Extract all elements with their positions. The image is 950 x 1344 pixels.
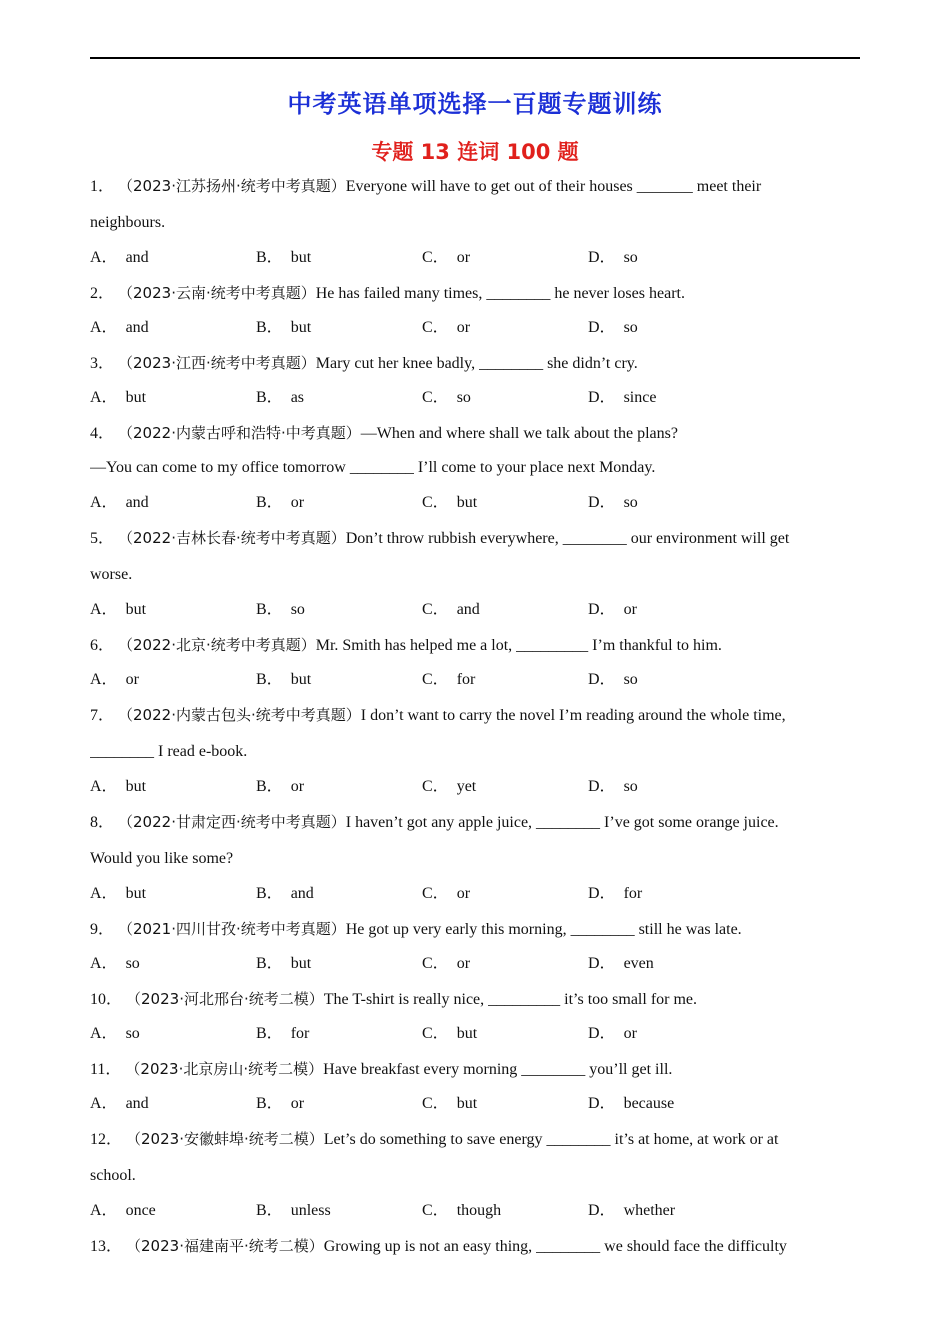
question-text: ________ I read e-book. — [90, 743, 248, 760]
question-stem — [90, 278, 860, 313]
option-text: for — [623, 885, 643, 902]
option-text: or — [125, 671, 139, 688]
option-text: so — [125, 955, 140, 972]
option-letter: C． — [422, 1202, 449, 1219]
option-letter: B． — [256, 1025, 283, 1042]
question-stem — [90, 523, 860, 560]
option-text: or — [623, 601, 637, 618]
question-source: （2023·福建南平·统考二模） — [126, 1237, 324, 1255]
option-text: because — [623, 1095, 675, 1112]
option-a[interactable] — [90, 383, 256, 418]
question-item — [90, 348, 860, 418]
option-a[interactable] — [90, 949, 256, 984]
option-letter: D． — [588, 319, 616, 336]
option-a[interactable] — [90, 595, 256, 630]
option-a[interactable] — [90, 488, 256, 523]
header-rule — [90, 57, 860, 59]
option-text: or — [456, 249, 471, 266]
option-letter: A． — [90, 249, 118, 266]
option-letter: C． — [422, 494, 449, 511]
option-letter: B． — [256, 778, 283, 795]
option-text: or — [290, 778, 305, 795]
question-number: 2． — [90, 285, 115, 302]
question-text: worse. — [90, 566, 133, 583]
option-letter: D． — [588, 885, 616, 902]
page-title: 中考英语单项选择一百题专题训练 — [287, 90, 663, 118]
question-stem — [90, 171, 860, 208]
option-text: and — [290, 885, 314, 902]
question-source: （2022·甘肃定西·统考中考真题） — [118, 813, 346, 831]
answer-options — [90, 1019, 860, 1054]
question-item — [90, 418, 860, 523]
question-stem — [90, 914, 860, 949]
option-c[interactable] — [422, 1196, 588, 1231]
option-c[interactable] — [422, 243, 588, 278]
option-letter: B． — [256, 494, 283, 511]
question-stem — [90, 348, 860, 383]
option-text: and — [125, 494, 149, 511]
option-text: but — [456, 1095, 478, 1112]
option-letter: B． — [256, 249, 283, 266]
question-text: He got up very early this morning, ________ still he was late. — [345, 921, 742, 938]
option-letter: B． — [256, 1202, 283, 1219]
option-text: or — [290, 1095, 305, 1112]
option-letter: C． — [422, 778, 449, 795]
option-b[interactable] — [256, 1019, 422, 1054]
option-text: whether — [623, 1202, 676, 1219]
question-number: 12． — [90, 1131, 123, 1148]
option-text: but — [290, 955, 312, 972]
option-text: but — [290, 249, 312, 266]
option-text: for — [456, 671, 476, 688]
option-text: but — [290, 319, 312, 336]
question-item — [90, 700, 860, 807]
answer-options — [90, 949, 860, 984]
option-letter: B． — [256, 319, 283, 336]
option-b[interactable] — [256, 879, 422, 914]
option-text: and — [125, 249, 149, 266]
option-letter: A． — [90, 319, 118, 336]
option-text: so — [623, 494, 638, 511]
question-text: Let’s do something to save energy ________ it’s at home, at work or at — [323, 1131, 779, 1148]
question-text: Would you like some? — [90, 850, 234, 867]
option-c[interactable] — [422, 772, 588, 807]
question-item — [90, 523, 860, 630]
option-b[interactable] — [256, 772, 422, 807]
option-letter: B． — [256, 1095, 283, 1112]
question-number: 3． — [90, 355, 115, 372]
option-letter: C． — [422, 1025, 449, 1042]
option-letter: C． — [422, 601, 449, 618]
option-d[interactable] — [588, 772, 754, 807]
option-b[interactable] — [256, 1089, 422, 1124]
question-source: （2022·内蒙古包头·统考中考真题） — [118, 706, 361, 724]
option-text: and — [456, 601, 480, 618]
option-b[interactable] — [256, 1196, 422, 1231]
option-d[interactable] — [588, 1019, 754, 1054]
option-c[interactable] — [422, 949, 588, 984]
option-b[interactable] — [256, 949, 422, 984]
answer-options — [90, 772, 860, 807]
option-text: so — [623, 319, 638, 336]
answer-options — [90, 243, 860, 278]
answer-options — [90, 488, 860, 523]
option-a[interactable] — [90, 313, 256, 348]
question-number: 4． — [90, 425, 115, 442]
question-stem-continued — [90, 453, 860, 488]
option-text: so — [125, 1025, 140, 1042]
option-text: even — [623, 955, 654, 972]
question-text: I don’t want to carry the novel I’m reading around the whole time, — [360, 707, 786, 724]
option-b[interactable] — [256, 243, 422, 278]
option-text: so — [456, 389, 471, 406]
question-stem-continued — [90, 560, 860, 595]
question-text: —When and where shall we talk about the plans? — [360, 425, 678, 442]
option-a[interactable] — [90, 772, 256, 807]
question-item — [90, 1231, 860, 1266]
question-list — [90, 171, 860, 1266]
option-text: but — [456, 1025, 478, 1042]
question-item — [90, 807, 860, 914]
question-item — [90, 278, 860, 348]
option-d[interactable] — [588, 949, 754, 984]
question-text: Everyone will have to get out of their houses _______ meet their — [345, 178, 762, 195]
question-text: —You can come to my office tomorrow ________ I’ll come to your place next Monday. — [90, 459, 656, 476]
option-letter: B． — [256, 955, 283, 972]
option-b[interactable] — [256, 665, 422, 700]
question-number: 10． — [90, 991, 123, 1008]
question-number: 5． — [90, 530, 115, 547]
option-text: so — [623, 778, 638, 795]
option-letter: A． — [90, 778, 118, 795]
question-number: 9． — [90, 921, 115, 938]
option-letter: C． — [422, 885, 449, 902]
question-item — [90, 1054, 860, 1124]
option-a[interactable] — [90, 1089, 256, 1124]
question-source: （2023·云南·统考中考真题） — [118, 284, 316, 302]
option-letter: C． — [422, 671, 449, 688]
option-a[interactable] — [90, 1196, 256, 1231]
option-b[interactable] — [256, 488, 422, 523]
option-letter: B． — [256, 389, 283, 406]
option-letter: D． — [588, 1202, 616, 1219]
question-text: He has failed many times, ________ he never loses heart. — [315, 285, 685, 302]
question-stem — [90, 630, 860, 665]
question-stem — [90, 1054, 860, 1089]
option-letter: A． — [90, 494, 118, 511]
page-subtitle: 专题 13 连词 100 题 — [371, 140, 579, 164]
option-letter: D． — [588, 778, 616, 795]
option-text: or — [290, 494, 305, 511]
question-text: The T-shirt is really nice, _________ it’s too small for me. — [323, 991, 698, 1008]
option-letter: D． — [588, 601, 616, 618]
option-d[interactable] — [588, 665, 754, 700]
option-letter: A． — [90, 671, 118, 688]
option-text: but — [125, 778, 147, 795]
option-letter: D． — [588, 249, 616, 266]
question-source: （2023·江西·统考中考真题） — [118, 354, 316, 372]
question-number: 8． — [90, 814, 115, 831]
option-text: or — [456, 319, 471, 336]
option-text: or — [456, 885, 471, 902]
question-source: （2022·内蒙古呼和浩特·中考真题） — [118, 424, 361, 442]
option-text: but — [290, 671, 312, 688]
question-item — [90, 984, 860, 1054]
option-b[interactable] — [256, 383, 422, 418]
option-text: or — [456, 955, 471, 972]
option-text: but — [125, 389, 147, 406]
question-text: Mary cut her knee badly, ________ she didn’t cry. — [315, 355, 638, 372]
option-letter: D． — [588, 1095, 616, 1112]
option-d[interactable] — [588, 383, 754, 418]
question-source: （2023·安徽蚌埠·统考二模） — [126, 1130, 324, 1148]
question-item — [90, 914, 860, 984]
option-text: or — [623, 1025, 637, 1042]
question-stem — [90, 807, 860, 844]
option-letter: C． — [422, 249, 449, 266]
option-letter: A． — [90, 1095, 118, 1112]
option-letter: A． — [90, 885, 118, 902]
option-c[interactable] — [422, 879, 588, 914]
option-d[interactable] — [588, 595, 754, 630]
question-text: Have breakfast every morning ________ you’ll get ill. — [323, 1061, 673, 1078]
option-d[interactable] — [588, 879, 754, 914]
option-letter: D． — [588, 671, 616, 688]
question-source: （2023·北京房山·统考二模） — [125, 1060, 324, 1078]
option-letter: A． — [90, 1025, 118, 1042]
option-letter: D． — [588, 494, 616, 511]
option-text: but — [125, 885, 147, 902]
option-a[interactable] — [90, 665, 256, 700]
question-stem — [90, 418, 860, 453]
option-c[interactable] — [422, 665, 588, 700]
answer-options — [90, 665, 860, 700]
question-item — [90, 1124, 860, 1231]
question-stem — [90, 1231, 860, 1266]
question-text: school. — [90, 1167, 136, 1184]
answer-options — [90, 1089, 860, 1124]
option-text: as — [290, 389, 305, 406]
answer-options — [90, 595, 860, 630]
option-letter: D． — [588, 1025, 616, 1042]
option-letter: C． — [422, 389, 449, 406]
question-stem-continued — [90, 1161, 860, 1196]
option-text: and — [125, 319, 149, 336]
option-letter: D． — [588, 389, 616, 406]
option-letter: B． — [256, 601, 283, 618]
option-letter: C． — [422, 955, 449, 972]
option-text: though — [456, 1202, 502, 1219]
option-a[interactable] — [90, 1019, 256, 1054]
question-stem — [90, 984, 860, 1019]
option-d[interactable] — [588, 1089, 754, 1124]
option-a[interactable] — [90, 879, 256, 914]
question-stem-continued — [90, 737, 860, 772]
question-item — [90, 171, 860, 278]
question-source: （2022·吉林长春·统考中考真题） — [118, 529, 346, 547]
option-b[interactable] — [256, 313, 422, 348]
option-text: since — [623, 389, 657, 406]
option-text: yet — [456, 778, 477, 795]
question-source: （2023·河北邢台·统考二模） — [126, 990, 324, 1008]
question-source: （2021·四川甘孜·统考中考真题） — [118, 920, 346, 938]
option-c[interactable] — [422, 313, 588, 348]
question-stem — [90, 700, 860, 737]
option-text: but — [456, 494, 478, 511]
question-source: （2022·北京·统考中考真题） — [118, 636, 316, 654]
option-b[interactable] — [256, 595, 422, 630]
option-c[interactable] — [422, 1019, 588, 1054]
option-c[interactable] — [422, 488, 588, 523]
question-text: I haven’t got any apple juice, ________ I’ve got some orange juice. — [345, 814, 779, 831]
option-text: and — [125, 1095, 149, 1112]
option-letter: A． — [90, 601, 118, 618]
question-text: Don’t throw rubbish everywhere, ________ our environment will get — [345, 530, 790, 547]
question-number: 13． — [90, 1238, 123, 1255]
question-text: Growing up is not an easy thing, ________ we should face the difficulty — [323, 1238, 787, 1255]
option-letter: B． — [256, 885, 283, 902]
option-d[interactable] — [588, 1196, 754, 1231]
option-letter: C． — [422, 319, 449, 336]
answer-options — [90, 879, 860, 914]
option-letter: A． — [90, 1202, 118, 1219]
option-letter: B． — [256, 671, 283, 688]
question-text: neighbours. — [90, 214, 166, 231]
answer-options — [90, 313, 860, 348]
question-stem-continued — [90, 208, 860, 243]
option-text: unless — [290, 1202, 331, 1219]
question-source: （2023·江苏扬州·统考中考真题） — [118, 177, 346, 195]
question-number: 1． — [90, 178, 115, 195]
option-letter: D． — [588, 955, 616, 972]
option-text: so — [290, 601, 305, 618]
option-text: so — [623, 671, 638, 688]
option-a[interactable] — [90, 243, 256, 278]
option-c[interactable] — [422, 595, 588, 630]
option-c[interactable] — [422, 383, 588, 418]
question-text: Mr. Smith has helped me a lot, _________ I’m thankful to him. — [315, 637, 722, 654]
question-number: 11． — [90, 1061, 122, 1078]
question-stem-continued — [90, 844, 860, 879]
option-letter: A． — [90, 389, 118, 406]
option-letter: A． — [90, 955, 118, 972]
question-number: 6． — [90, 637, 115, 654]
question-item — [90, 630, 860, 700]
option-text: but — [125, 601, 147, 618]
question-stem — [90, 1124, 860, 1161]
option-d[interactable] — [588, 313, 754, 348]
question-number: 7． — [90, 707, 115, 724]
option-d[interactable] — [588, 243, 754, 278]
answer-options — [90, 383, 860, 418]
answer-options — [90, 1196, 860, 1231]
option-text: for — [290, 1025, 310, 1042]
option-text: so — [623, 249, 638, 266]
option-c[interactable] — [422, 1089, 588, 1124]
option-d[interactable] — [588, 488, 754, 523]
option-letter: C． — [422, 1095, 449, 1112]
option-text: once — [125, 1202, 156, 1219]
